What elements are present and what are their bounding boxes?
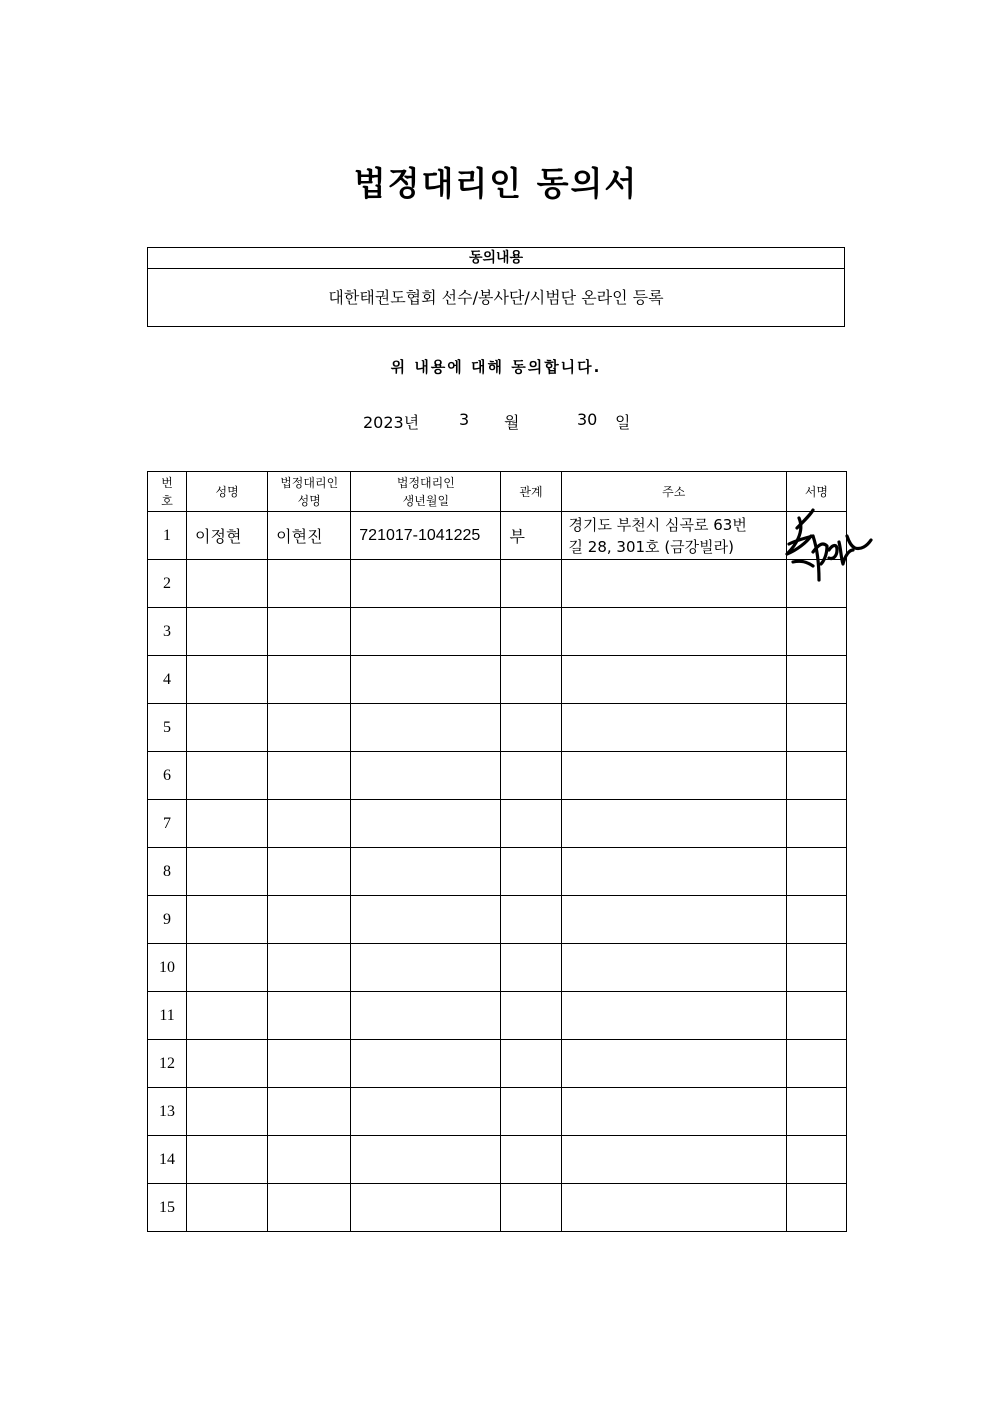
- participant-name: 이정현: [187, 512, 268, 560]
- row-number: 7: [148, 800, 187, 848]
- date-month: 3: [459, 410, 470, 429]
- signature-cell: [786, 512, 846, 560]
- header-signature: 서명: [786, 472, 846, 512]
- header-name: 성명: [187, 472, 268, 512]
- table-row: [148, 1088, 847, 1136]
- row-number: 8: [148, 848, 187, 896]
- row-number: 5: [148, 704, 187, 752]
- table-row: [148, 1040, 847, 1088]
- address: 경기도 부천시 심곡로 63번 길 28, 301호 (금강빌라): [561, 512, 786, 560]
- consent-box: [147, 247, 845, 327]
- date-year: 2023년: [363, 413, 420, 432]
- header-relation: 관계: [501, 472, 561, 512]
- table-row: [148, 752, 847, 800]
- table-row: [148, 608, 847, 656]
- row-number: 6: [148, 752, 187, 800]
- consent-date: [363, 410, 643, 432]
- registration-table: [147, 471, 847, 1232]
- row-number: 9: [148, 896, 187, 944]
- relation: 부: [501, 512, 561, 560]
- table-row: [148, 560, 847, 608]
- row-number: 12: [148, 1040, 187, 1088]
- handwritten-signature: [783, 506, 873, 584]
- table-row: [148, 512, 847, 560]
- table-row: [148, 944, 847, 992]
- document-title: 법정대리인 동의서: [353, 164, 639, 203]
- table-row: [148, 848, 847, 896]
- table-row: [148, 800, 847, 848]
- date-month-unit: 월: [504, 413, 520, 432]
- consent-body: 대한태권도협회 선수/봉사단/시범단 온라인 등록: [328, 288, 664, 307]
- row-number: 1: [148, 512, 187, 560]
- header-guardian-name: 법정대리인 성명: [268, 472, 351, 512]
- row-number: 2: [148, 560, 187, 608]
- row-number: 3: [148, 608, 187, 656]
- table-header-row: [148, 472, 847, 512]
- table-row: [148, 896, 847, 944]
- header-no: 번 호: [148, 472, 187, 512]
- row-number: 4: [148, 656, 187, 704]
- agree-statement: 위 내용에 대해 동의합니다.: [390, 358, 602, 376]
- row-number: 11: [148, 992, 187, 1040]
- table-row: [148, 704, 847, 752]
- table-row: [148, 1184, 847, 1232]
- row-number: 13: [148, 1088, 187, 1136]
- header-address: 주소: [561, 472, 786, 512]
- row-number: 10: [148, 944, 187, 992]
- header-guardian-birth: 법정대리인 생년월일: [351, 472, 501, 512]
- table-row: [148, 1136, 847, 1184]
- table-row: [148, 992, 847, 1040]
- guardian-birthdate: 721017-1041225: [351, 512, 501, 560]
- date-day-unit: 일: [615, 413, 631, 432]
- row-number: 15: [148, 1184, 187, 1232]
- date-day: 30: [577, 410, 598, 429]
- consent-header: 동의내용: [148, 248, 844, 269]
- table-row: [148, 656, 847, 704]
- row-number: 14: [148, 1136, 187, 1184]
- guardian-name: 이현진: [268, 512, 351, 560]
